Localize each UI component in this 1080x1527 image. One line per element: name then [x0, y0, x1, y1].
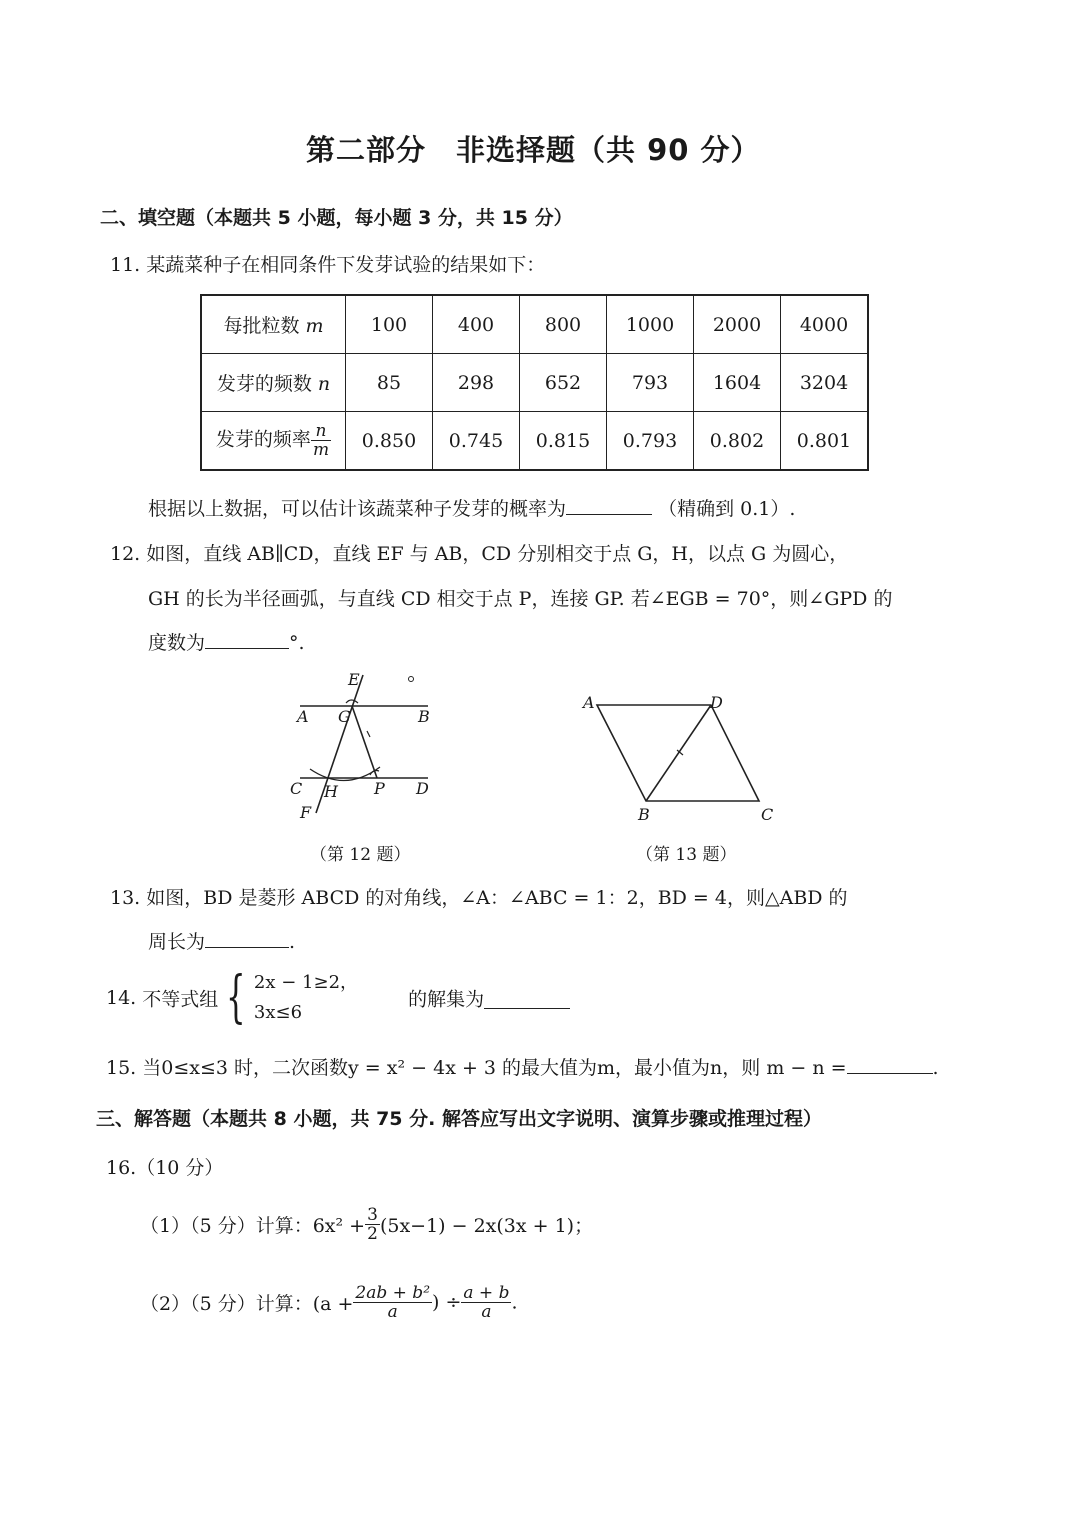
figure-12-caption: （第 12 题） — [310, 845, 411, 865]
table-row — [201, 354, 868, 412]
question-11-followup: 根据以上数据，可以估计该蔬菜种子发芽的概率为 （精确到 0.1）. — [148, 494, 795, 521]
question-14: 14. 不等式组 { 2x − 1≥2， 3x≤6 的解集为 — [106, 968, 570, 1028]
table-row — [201, 295, 868, 354]
question-number: 12. — [110, 543, 141, 565]
question-16-part-1: （1）（5 分）计算：6x² + $\frac{3}{2}$ (5x−1) − 2x(3x + 1)； — [140, 1205, 594, 1244]
label-c: C — [290, 779, 303, 798]
table-cell: 0.801 — [781, 412, 869, 471]
fraction: $\frac{\text{2ab + b²}}{a}$ — [355, 1283, 431, 1322]
question-13-line2: 周长为 . — [148, 927, 295, 954]
question-15: 15. 当0≤x≤3 时，二次函数y = x² − 4x + 3 的最大值为m，最小值为n，则 m − n = . — [106, 1053, 939, 1080]
table-row — [201, 412, 868, 471]
answer-blank — [566, 494, 652, 515]
table-cell: 0.802 — [694, 412, 781, 471]
question-text: 某蔬菜种子在相同条件下发芽试验的结果如下： — [146, 254, 546, 276]
label-a: A — [583, 693, 595, 712]
question-11-stem — [110, 250, 545, 277]
table-cell: 400 — [433, 295, 520, 354]
question-16-header: 16.（10 分） — [106, 1157, 224, 1179]
question-12-line3: 度数为 °. — [148, 628, 305, 655]
row-header: 每批粒数 m — [201, 295, 346, 354]
question-number: 11. — [110, 254, 141, 276]
table-cell: 3204 — [781, 354, 869, 412]
table-cell: 2000 — [694, 295, 781, 354]
dot-mark — [409, 677, 414, 682]
inequality-system: 2x − 1≥2， 3x≤6 — [253, 972, 359, 1023]
fraction: $\frac{3}{2}$ — [367, 1205, 378, 1244]
table-cell: 100 — [346, 295, 433, 354]
answer-blank — [205, 628, 289, 649]
question-12-line2: GH 的长为半径画弧，与直线 CD 相交于点 P，连接 GP. 若∠EGB = 70°，则∠GPD 的 — [148, 588, 893, 610]
brace-symbol: { — [226, 965, 246, 1030]
table-cell: 1604 — [694, 354, 781, 412]
label-b: B — [418, 707, 430, 726]
label-b: B — [638, 805, 650, 824]
question-number: 14. — [106, 987, 137, 1009]
section-heading-solutions: 三、解答题（本题共 8 小题，共 75 分. 解答应写出文字说明、演算步骤或推理过程） — [96, 1108, 822, 1130]
question-13-line1: 13. 如图，BD 是菱形 ABCD 的对角线，∠A：∠ABC = 1：2，BD = 4，则△ABD 的 — [110, 887, 848, 909]
label-c: C — [761, 805, 774, 824]
answer-blank — [484, 988, 570, 1009]
angle-mark-g — [346, 700, 358, 703]
table-cell: 793 — [607, 354, 694, 412]
segment-gp — [352, 706, 377, 778]
row-header: 发芽的频率 $\frac{n}{m}$ — [201, 412, 346, 471]
label-h: H — [324, 782, 338, 801]
table-cell: 1000 — [607, 295, 694, 354]
question-16-part-2: （2）（5 分）计算：(a + $\frac{\text{2ab + b²}}{a}$ ) ÷ $\frac{a + b}{a}$ . — [140, 1283, 518, 1322]
diagonal-bd — [646, 705, 711, 801]
answer-blank — [205, 927, 289, 948]
table-cell: 0.850 — [346, 412, 433, 471]
table-cell: 800 — [520, 295, 607, 354]
tick-mark — [367, 731, 370, 737]
label-a: A — [297, 707, 309, 726]
question-number: 13. — [110, 887, 141, 909]
label-g: G — [338, 707, 351, 726]
question-number: 15. — [106, 1057, 137, 1079]
table-cell: 298 — [433, 354, 520, 412]
table-cell: 0.745 — [433, 412, 520, 471]
fraction: $\frac{a + b}{a}$ — [463, 1283, 510, 1322]
frequency-table — [200, 294, 869, 471]
page-title: 第二部分 非选择题（共 90 分） — [306, 133, 761, 167]
figure-12-diagram — [280, 665, 460, 825]
figure-13-caption: （第 13 题） — [636, 845, 737, 865]
answer-blank — [847, 1053, 933, 1074]
label-d: D — [710, 693, 723, 712]
label-e: E — [348, 670, 360, 689]
figure-13-diagram — [575, 688, 785, 828]
table-cell: 0.815 — [520, 412, 607, 471]
label-p: P — [374, 779, 385, 798]
row-header: 发芽的频数 n — [201, 354, 346, 412]
table-cell: 4000 — [781, 295, 869, 354]
table-cell: 652 — [520, 354, 607, 412]
label-d: D — [416, 779, 429, 798]
table-cell: 85 — [346, 354, 433, 412]
table-cell: 0.793 — [607, 412, 694, 471]
section-heading-fill-in: 二、填空题（本题共 5 小题，每小题 3 分，共 15 分） — [100, 207, 573, 229]
question-12-line1: 12. 如图，直线 AB∥CD，直线 EF 与 AB，CD 分别相交于点 G，H，以点 G 为圆心， — [110, 543, 849, 565]
label-f: F — [300, 803, 312, 822]
